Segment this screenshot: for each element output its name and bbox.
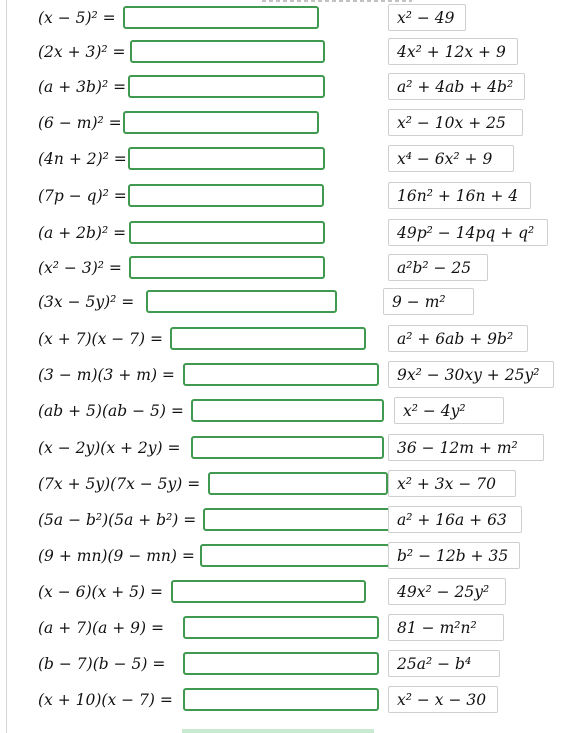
exercise-row-7 [0, 218, 582, 248]
expression: (7x + 5y)(7x − 5y) = [38, 475, 201, 493]
draggable-answer[interactable]: 16n² + 16n + 4 [388, 182, 531, 209]
exercise-row-15 [0, 505, 582, 535]
exercise-row-3 [0, 72, 582, 102]
answer-drop-box[interactable] [183, 652, 379, 675]
expression: (6 − m)² = [38, 114, 122, 132]
answer-drop-box[interactable] [200, 544, 390, 567]
answer-drop-box[interactable] [128, 147, 325, 170]
exercise-row-2 [0, 37, 582, 67]
draggable-answer[interactable]: a² + 16a + 63 [388, 506, 522, 533]
exercise-row-4 [0, 108, 582, 138]
draggable-answer[interactable]: a² + 4ab + 4b² [388, 73, 525, 100]
exercise-row-16 [0, 541, 582, 571]
draggable-answer[interactable]: x² − 4y² [394, 397, 504, 424]
answer-drop-box[interactable] [129, 221, 325, 244]
draggable-answer[interactable]: 36 − 12m + m² [388, 434, 544, 461]
expression: (b − 7)(b − 5) = [38, 655, 166, 673]
expression: (x − 2y)(x + 2y) = [38, 439, 181, 457]
exercise-row-12 [0, 396, 582, 426]
draggable-answer[interactable]: 49p² − 14pq + q² [388, 219, 548, 246]
draggable-answer[interactable]: 81 − m²n² [388, 614, 504, 641]
exercise-row-11 [0, 360, 582, 390]
answer-drop-box[interactable] [170, 327, 366, 350]
answer-drop-box[interactable] [203, 508, 391, 531]
expression: (a + 3b)² = [38, 78, 127, 96]
draggable-answer[interactable]: a² + 6ab + 9b² [388, 325, 528, 352]
exercise-row-9 [0, 287, 582, 317]
cropped-next-box [182, 729, 374, 733]
answer-drop-box[interactable] [183, 688, 379, 711]
exercise-row-17 [0, 577, 582, 607]
answer-drop-box[interactable] [128, 75, 325, 98]
expression: (5a − b²)(5a + b²) = [38, 511, 197, 529]
answer-drop-box[interactable] [129, 256, 325, 279]
exercise-row-20 [0, 685, 582, 715]
expression: (x² − 3)² = [38, 259, 122, 277]
expression: (4n + 2)² = [38, 150, 127, 168]
exercise-row-18 [0, 613, 582, 643]
draggable-answer[interactable]: 9x² − 30xy + 25y² [388, 361, 554, 388]
expression: (x − 6)(x + 5) = [38, 583, 163, 601]
draggable-answer[interactable]: x² + 3x − 70 [388, 470, 516, 497]
answer-drop-box[interactable] [146, 290, 337, 313]
answer-drop-box[interactable] [183, 363, 379, 386]
cropped-heading [262, 0, 412, 2]
draggable-answer[interactable]: x² − 49 [388, 4, 466, 31]
expression: (3 − m)(3 + m) = [38, 366, 175, 384]
exercise-row-10 [0, 324, 582, 354]
expression: (a + 2b)² = [38, 224, 127, 242]
exercise-row-6 [0, 181, 582, 211]
expression: (3x − 5y)² = [38, 293, 135, 311]
expression: (x − 5)² = [38, 9, 116, 27]
draggable-answer[interactable]: x² − 10x + 25 [388, 109, 523, 136]
answer-drop-box[interactable] [183, 616, 379, 639]
expression: (2x + 3)² = [38, 43, 126, 61]
draggable-answer[interactable]: 49x² − 25y² [388, 578, 506, 605]
answer-drop-box[interactable] [123, 111, 319, 134]
answer-drop-box[interactable] [171, 580, 366, 603]
draggable-answer[interactable]: 25a² − b⁴ [388, 650, 500, 677]
exercise-row-19 [0, 649, 582, 679]
expression: (x + 10)(x − 7) = [38, 691, 173, 709]
draggable-answer[interactable]: x² − x − 30 [388, 686, 498, 713]
draggable-answer[interactable]: x⁴ − 6x² + 9 [388, 145, 514, 172]
exercise-row-1 [0, 3, 582, 33]
expression: (ab + 5)(ab − 5) = [38, 402, 184, 420]
draggable-answer[interactable]: 4x² + 12x + 9 [388, 38, 518, 65]
answer-drop-box[interactable] [128, 184, 324, 207]
expression: (7p − q)² = [38, 187, 127, 205]
expression: (9 + mn)(9 − mn) = [38, 547, 195, 565]
exercise-row-13 [0, 433, 582, 463]
answer-drop-box[interactable] [130, 40, 325, 63]
expression: (x + 7)(x − 7) = [38, 330, 163, 348]
answer-drop-box[interactable] [191, 399, 384, 422]
draggable-answer[interactable]: a²b² − 25 [388, 254, 488, 281]
draggable-answer[interactable]: 9 − m² [383, 288, 474, 315]
exercise-row-14 [0, 469, 582, 499]
expression: (a + 7)(a + 9) = [38, 619, 164, 637]
draggable-answer[interactable]: b² − 12b + 35 [388, 542, 520, 569]
answer-drop-box[interactable] [191, 436, 384, 459]
answer-drop-box[interactable] [208, 472, 388, 495]
exercise-row-5 [0, 144, 582, 174]
answer-drop-box[interactable] [123, 6, 319, 29]
exercise-row-8 [0, 253, 582, 283]
